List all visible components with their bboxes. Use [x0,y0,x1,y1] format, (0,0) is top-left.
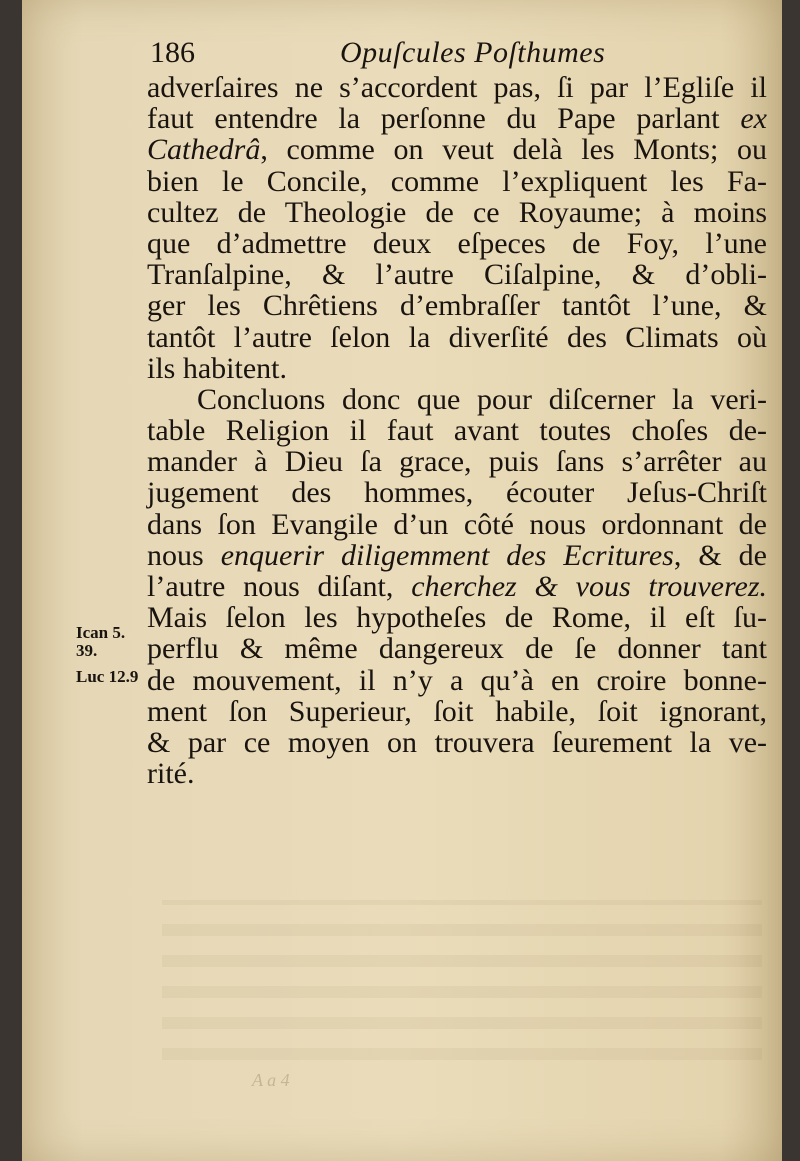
text-line [147,477,767,508]
text-line [147,259,767,290]
italic-segment: cherchez & vous trouverez. [411,570,767,603]
catchword: A a 4 [252,1070,290,1090]
text-line [147,197,767,228]
text-segment: ils habitent. [147,351,287,385]
text-line [147,509,767,540]
text-line [147,696,767,727]
text-segment: cultez de Theologie de ce Royaume; à moins [147,195,767,229]
text-line [147,727,767,758]
text-line [147,353,767,384]
text-segment: , comme on veut delà les Monts; ou [260,133,767,167]
text-segment: bien le Concile, comme l’expliquent les Fa- [147,164,767,198]
text-segment: , & de [673,538,767,572]
text-segment: l’autre nous diſant, [147,570,412,603]
italic-segment: ex [740,102,767,136]
text-segment: Concluons donc que pour diſcerner la veri- [197,382,767,416]
text-segment: ment ſon Superieur, ſoit habile, ſoit ignorant, [147,694,767,728]
book-page [22,0,782,1161]
text-line [147,228,767,259]
text-segment: mander à Dieu ſa grace, puis ſans s’arrêter au [147,445,767,479]
margin-note-luke [76,668,138,686]
body-text [147,72,767,789]
text-segment: faut entendre la perſonne du Pape parlant [147,102,741,136]
text-line [147,446,767,477]
margin-note-line: Ican 5. [76,623,126,642]
text-line [147,134,767,165]
text-line [147,571,767,602]
text-line [147,384,767,415]
margin-note-line: 39. [76,641,98,660]
text-segment: Tranſalpine, & l’autre Ciſalpine, & d’obli- [147,258,767,292]
text-line [147,633,767,664]
text-segment: adverſaires ne s’accordent pas, ſi par l’Egliſe il [147,71,767,104]
text-line [147,540,767,571]
text-segment: table Religion il faut avant toutes choſes de- [147,414,767,448]
text-segment: tantôt l’autre ſelon la diverſité des Climats où [147,320,767,354]
text-line [147,322,767,353]
text-segment: perflu & même dangereux de ſe donner tant [147,632,767,666]
text-line [147,103,767,134]
text-segment: dans ſon Evangile d’un côté nous ordonnant de [147,507,767,541]
text-segment: Mais ſelon les hypotheſes de Rome, il eſt ſu- [147,601,767,635]
margin-note-john [76,624,125,660]
text-segment: que d’admettre deux eſpeces de Foy, l’une [147,226,767,260]
italic-segment: enquerir diligemment des Ecritures [220,538,674,572]
italic-segment: Cathedrâ [147,133,261,167]
text-line [147,665,767,696]
text-segment: & par ce moyen on trouvera ſeurement la ve- [147,725,767,759]
running-title: Opuſcules Poſthumes [340,36,606,69]
text-line [147,415,767,446]
margin-note-line: Luc 12.9 [76,667,139,686]
text-line [147,290,767,321]
text-segment: rité. [147,757,195,791]
text-segment: jugement des hommes, écouter Jeſus-Chriſt [147,476,767,510]
text-segment: de mouvement, il n’y a qu’à en croire bonne- [147,663,767,697]
show-through-texture [162,900,762,1060]
text-line [147,166,767,197]
text-line [147,758,767,789]
text-line [147,72,767,103]
text-segment: ger les Chrêtiens d’embraſſer tantôt l’une, & [147,289,767,323]
text-segment: nous [147,538,221,572]
text-line [147,602,767,633]
page-number: 186 [150,36,195,69]
